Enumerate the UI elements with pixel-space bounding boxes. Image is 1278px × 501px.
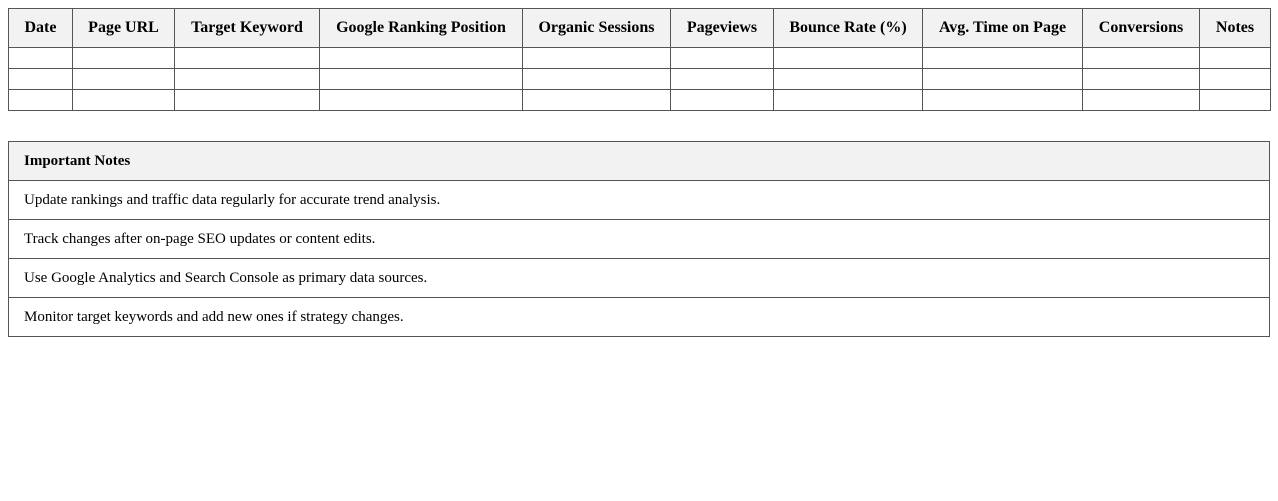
- seo-tracker-table: [8, 8, 1271, 111]
- table-cell[interactable]: [1200, 69, 1271, 90]
- table-cell[interactable]: [523, 48, 671, 69]
- table-cell[interactable]: [1200, 90, 1271, 111]
- table-cell[interactable]: [923, 48, 1083, 69]
- table-cell[interactable]: [9, 69, 73, 90]
- table-header-row: [9, 9, 1271, 48]
- column-header-conversions: Conversions: [1083, 9, 1200, 48]
- table-cell[interactable]: [175, 90, 320, 111]
- table-cell[interactable]: [9, 48, 73, 69]
- table-cell[interactable]: [774, 90, 923, 111]
- column-header-page-url: Page URL: [73, 9, 175, 48]
- table-cell[interactable]: [774, 48, 923, 69]
- list-item: [9, 181, 1270, 220]
- table-cell[interactable]: [923, 69, 1083, 90]
- table-cell[interactable]: [923, 90, 1083, 111]
- table-cell[interactable]: [73, 90, 175, 111]
- table-cell[interactable]: [1083, 48, 1200, 69]
- notes-title: Important Notes: [9, 142, 1270, 181]
- list-item: [9, 259, 1270, 298]
- note-text: Monitor target keywords and add new ones if strategy changes.: [9, 298, 1270, 337]
- table-cell[interactable]: [774, 69, 923, 90]
- table-cell[interactable]: [320, 90, 523, 111]
- column-header-organic-sessions: Organic Sessions: [523, 9, 671, 48]
- table-row: [9, 90, 1271, 111]
- table-cell[interactable]: [73, 48, 175, 69]
- list-item: [9, 220, 1270, 259]
- table-cell[interactable]: [1200, 48, 1271, 69]
- column-header-avg-time-on-page: Avg. Time on Page: [923, 9, 1083, 48]
- table-cell[interactable]: [523, 90, 671, 111]
- note-text: Update rankings and traffic data regularly for accurate trend analysis.: [9, 181, 1270, 220]
- table-row: [9, 69, 1271, 90]
- important-notes-table: [8, 141, 1270, 337]
- table-cell[interactable]: [1083, 69, 1200, 90]
- list-item: [9, 298, 1270, 337]
- page-content: [8, 8, 1270, 337]
- table-cell[interactable]: [320, 69, 523, 90]
- column-header-pageviews: Pageviews: [671, 9, 774, 48]
- column-header-target-keyword: Target Keyword: [175, 9, 320, 48]
- note-text: Use Google Analytics and Search Console as primary data sources.: [9, 259, 1270, 298]
- table-cell[interactable]: [1083, 90, 1200, 111]
- table-cell[interactable]: [671, 90, 774, 111]
- table-cell[interactable]: [523, 69, 671, 90]
- column-header-notes: Notes: [1200, 9, 1271, 48]
- table-cell[interactable]: [671, 48, 774, 69]
- column-header-bounce-rate: Bounce Rate (%): [774, 9, 923, 48]
- table-cell[interactable]: [9, 90, 73, 111]
- column-header-google-ranking-position: Google Ranking Position: [320, 9, 523, 48]
- table-cell[interactable]: [175, 69, 320, 90]
- note-text: Track changes after on-page SEO updates or content edits.: [9, 220, 1270, 259]
- notes-header-row: [9, 142, 1270, 181]
- table-cell[interactable]: [320, 48, 523, 69]
- table-cell[interactable]: [671, 69, 774, 90]
- table-cell[interactable]: [175, 48, 320, 69]
- table-row: [9, 48, 1271, 69]
- table-cell[interactable]: [73, 69, 175, 90]
- column-header-date: Date: [9, 9, 73, 48]
